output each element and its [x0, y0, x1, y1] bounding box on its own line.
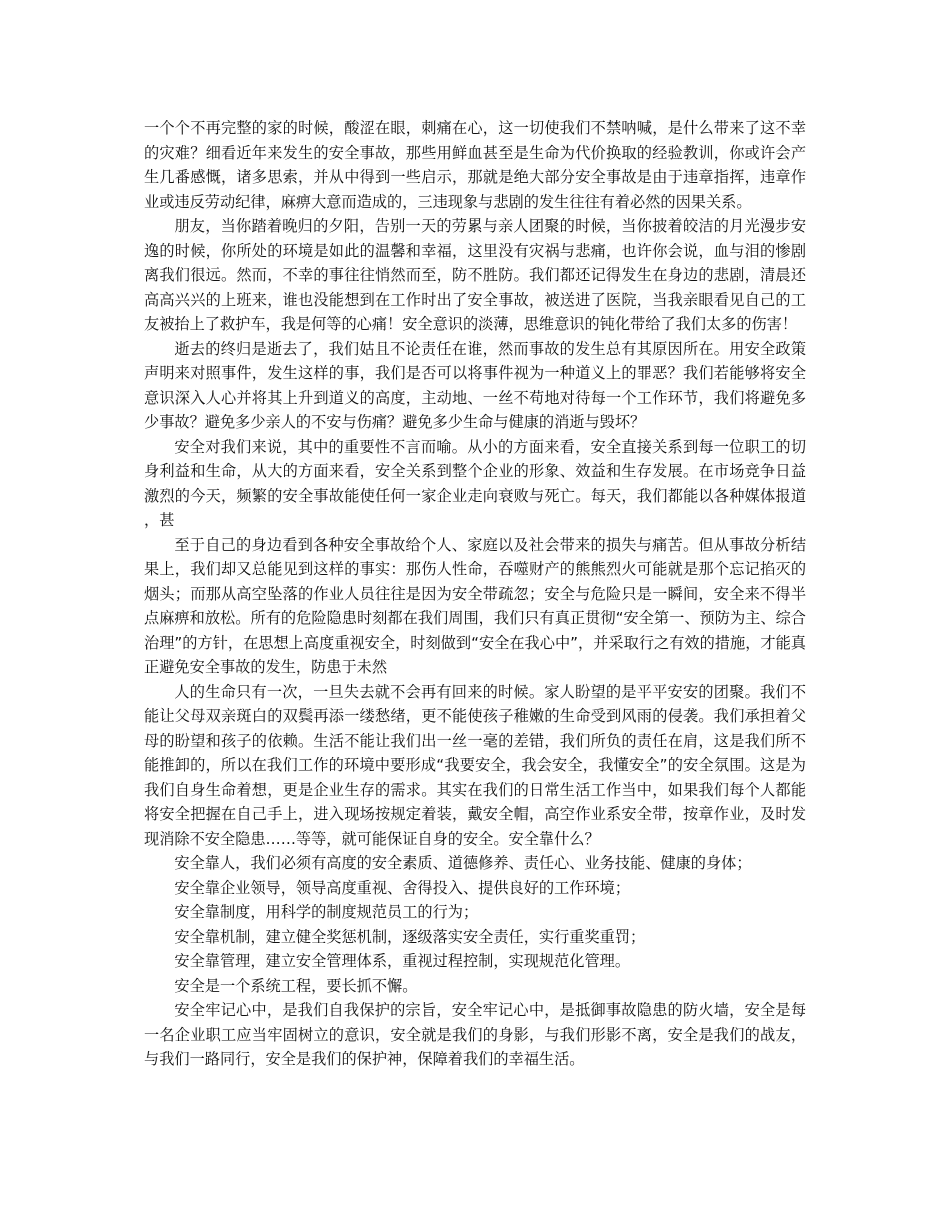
list-item-safety-management: 安全靠管理，建立安全管理体系，重视过程控制，实现规范化管理。: [174, 952, 631, 970]
list-item-safety-leadership: 安全靠企业领导，领导高度重视、舍得投入、提供良好的工作环境；: [174, 878, 631, 897]
paragraph-4: 安全对我们来说，其中的重要性不言而喻。从小的方面来看，安全直接关系到每一位职工的切身利益和生命，从大的方面来看，安全关系到整个企业的形象、效益和生存发展。在市场竞争日益激烈的今天，频繁的安全事故能使任何一家企业走向衰败与死亡。每天，我们都能以各种媒体报道，甚: [144, 437, 806, 529]
list-item-safety-mechanism: 安全靠机制，建立健全奖惩机制，逐级落实安全责任，实行重奖重罚；: [174, 927, 646, 946]
paragraph-conclusion: 安全牢记心中，是我们自我保护的宗旨，安全牢记心中，是抵御事故隐患的防火墙，安全是每一名企业职工应当牢固树立的意识，安全就是我们的身影，与我们形影不离，安全是我们的战友，与我们一路同行，安全是我们的保护神，保障着我们的幸福生活。: [144, 1001, 806, 1068]
paragraph-system-engineering: 安全是一个系统工程，要长抓不懈。: [174, 976, 418, 995]
paragraph-6: 人的生命只有一次，一旦失去就不会再有回来的时候。家人盼望的是平平安安的团聚。我们不能让父母双亲斑白的双鬓再添一缕愁绪，更不能使孩子稚嫩的生命受到风雨的侵袭。我们承担着父母的盼望和孩子的依赖。生活不能让我们出一丝一毫的差错，我们所负的责任在肩，这是我们所不能推卸的，所以在我们工作的环境中要形成“我要安全，我会安全，我懂安全”的安全氛围。这是为我们自身生命着想，更是企业生存的需求。其实在我们的日常生活工作当中，如果我们每个人都能将安全把握在自己手上，进入现场按规定着装，戴安全帽，高空作业系安全带，按章作业，及时发现消除不安全隐患……等等，就可能保证自身的安全。安全靠什么？: [144, 682, 806, 848]
paragraph-3: 逝去的终归是逝去了，我们姑且不论责任在谁，然而事故的发生总有其原因所在。用安全政策声明来对照事件，发生这样的事，我们是否可以将事件视为一种道义上的罪恶？我们若能够将安全意识深入人心并将其上升到道义的高度，主动地、一丝不苟地对待每一个工作环节，我们将避免多少事故？避免多少亲人的不安与伤痛？避免多少生命与健康的消逝与毁坏？: [144, 339, 806, 431]
list-item-safety-system: 安全靠制度，用科学的制度规范员工的行为；: [174, 903, 479, 921]
paragraph-5: 至于自己的身边看到各种安全事故给个人、家庭以及社会带来的损失与痛苦。但从事故分析结果上，我们却又总能见到这样的事实：那伤人性命，吞噬财产的熊熊烈火可能就是那个忘记掐灭的烟头；而那从高空坠落的作业人员往往是因为安全带疏忽；安全与危险只是一瞬间，安全来不得半点麻痹和放松。所有的危险隐患时刻都在我们周围，我们只有真正贯彻“安全第一、预防为主、综合治理”的方针，在思想上高度重视安全，时刻做到“安全在我心中”，并采取行之有效的措施，才能真正避免安全事故的发生，防患于未然: [144, 535, 806, 676]
document-body: [144, 116, 806, 1072]
paragraph-1: 一个个不再完整的家的时候，酸涩在眼，刺痛在心，这一切使我们不禁呐喊，是什么带来了这不幸的灾难？细看近年来发生的安全事故，那些用鲜血甚至是生命为代价换取的经验教训，你或许会产生几番感慨，诸多思索，并从中得到一些启示，那就是绝大部分安全事故是由于违章指挥，违章作业或违反劳动纪律，麻痹大意而造成的，三违现象与悲剧的发生往往有着必然的因果关系。: [144, 119, 806, 211]
paragraph-2: 朋友，当你踏着晚归的夕阳，告别一天的劳累与亲人团聚的时候，当你披着皎洁的月光漫步安逸的时候，你所处的环境是如此的温馨和幸福，这里没有灾祸与悲痛，也许你会说，血与泪的惨剧离我们很远。然而，不幸的事往往悄然而至，防不胜防。我们都还记得发生在身边的悲剧，清晨还高高兴兴的上班来，谁也没能想到在工作时出了安全事故，被送进了医院，当我亲眼看见自己的工友被抬上了救护车，我是何等的心痛！安全意识的淡薄，思维意识的钝化带给了我们太多的伤害！: [144, 217, 806, 333]
list-item-safety-people: 安全靠人，我们必须有高度的安全素质、道德修养、责任心、业务技能、健康的身体；: [174, 854, 752, 872]
